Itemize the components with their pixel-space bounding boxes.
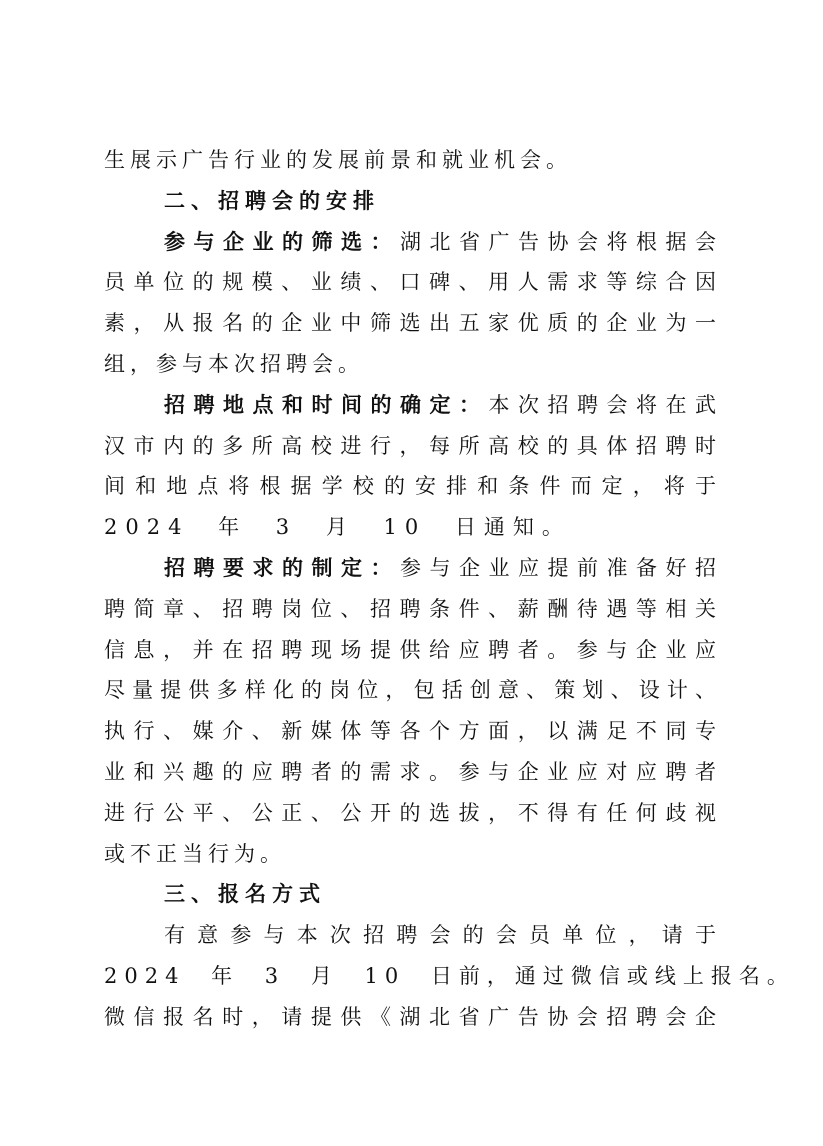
paragraph-line [104, 670, 716, 710]
paragraph-line [164, 915, 716, 955]
paragraph-line [104, 793, 716, 833]
heading-text: 二、招聘会的安排 [164, 188, 380, 213]
paragraph-line [104, 752, 716, 792]
text-line: 尽量提供多样化的岗位，包括创意、策划、设计、 [104, 678, 716, 702]
text-line: 或不正当行为。 [104, 842, 286, 866]
text-line: 信息，并在招聘现场提供给应聘者。参与企业应 [104, 638, 716, 662]
paragraph-line [104, 262, 716, 302]
paragraph-line [104, 303, 716, 343]
paragraph-line [104, 630, 716, 670]
heading-text: 三、报名方式 [164, 881, 326, 906]
text-line: 员单位的规模、业绩、口碑、用人需求等综合因 [104, 270, 716, 294]
text-line: 素，从报名的企业中筛选出五家优质的企业为一 [104, 311, 716, 335]
paragraph-line [104, 507, 716, 547]
paragraph-line [164, 548, 716, 588]
text-line: 汉市内的多所高校进行，每所高校的具体招聘时 [104, 434, 716, 458]
text-line: 本次招聘会将在武 [488, 393, 716, 417]
paragraph-line [164, 222, 716, 262]
text-line: 有意参与本次招聘会的会员单位，请于 [164, 923, 716, 947]
paragraph-line [104, 426, 716, 466]
text-line: 微信报名时，请提供《湖北省广告协会招聘会企 [104, 1005, 716, 1029]
text-line: 聘简章、招聘岗位、招聘条件、薪酬待遇等相关 [104, 597, 716, 621]
section-heading-arrangement [164, 181, 716, 221]
paragraph-line [104, 344, 716, 384]
paragraph-line [104, 956, 795, 996]
paragraph-label: 招聘地点和时间的确定： [164, 392, 489, 417]
text-line: 执行、媒介、新媒体等各个方面，以满足不同专 [104, 719, 716, 743]
paragraph-line [104, 834, 716, 874]
text-line: 湖北省广告协会将根据会 [400, 230, 716, 254]
paragraph-line [104, 711, 716, 751]
paragraph-label: 招聘要求的制定： [164, 555, 400, 580]
paragraph-line [164, 385, 716, 425]
text-line: 参与企业应提前准备好招 [400, 556, 716, 580]
text-line: 间和地点将根据学校的安排和条件而定，将于 [104, 474, 716, 498]
paragraph-line [104, 997, 716, 1037]
text-line: 进行公平、公正、公开的选拔，不得有任何歧视 [104, 801, 716, 825]
text-line: 2024 年 3 月 10 日前，通过微信或线上报名。 [104, 964, 795, 988]
text-line: 生展示广告行业的发展前景和就业机会。 [104, 148, 572, 172]
paragraph-line [104, 589, 716, 629]
paragraph-label: 参与企业的筛选： [164, 229, 400, 254]
text-line: 业和兴趣的应聘者的需求。参与企业应对应聘者 [104, 760, 716, 784]
section-heading-registration [164, 874, 716, 914]
text-line: 组，参与本次招聘会。 [104, 352, 364, 376]
paragraph-line [104, 466, 716, 506]
paragraph-line [104, 140, 716, 180]
text-line: 2024 年 3 月 10 日通知。 [104, 515, 571, 539]
